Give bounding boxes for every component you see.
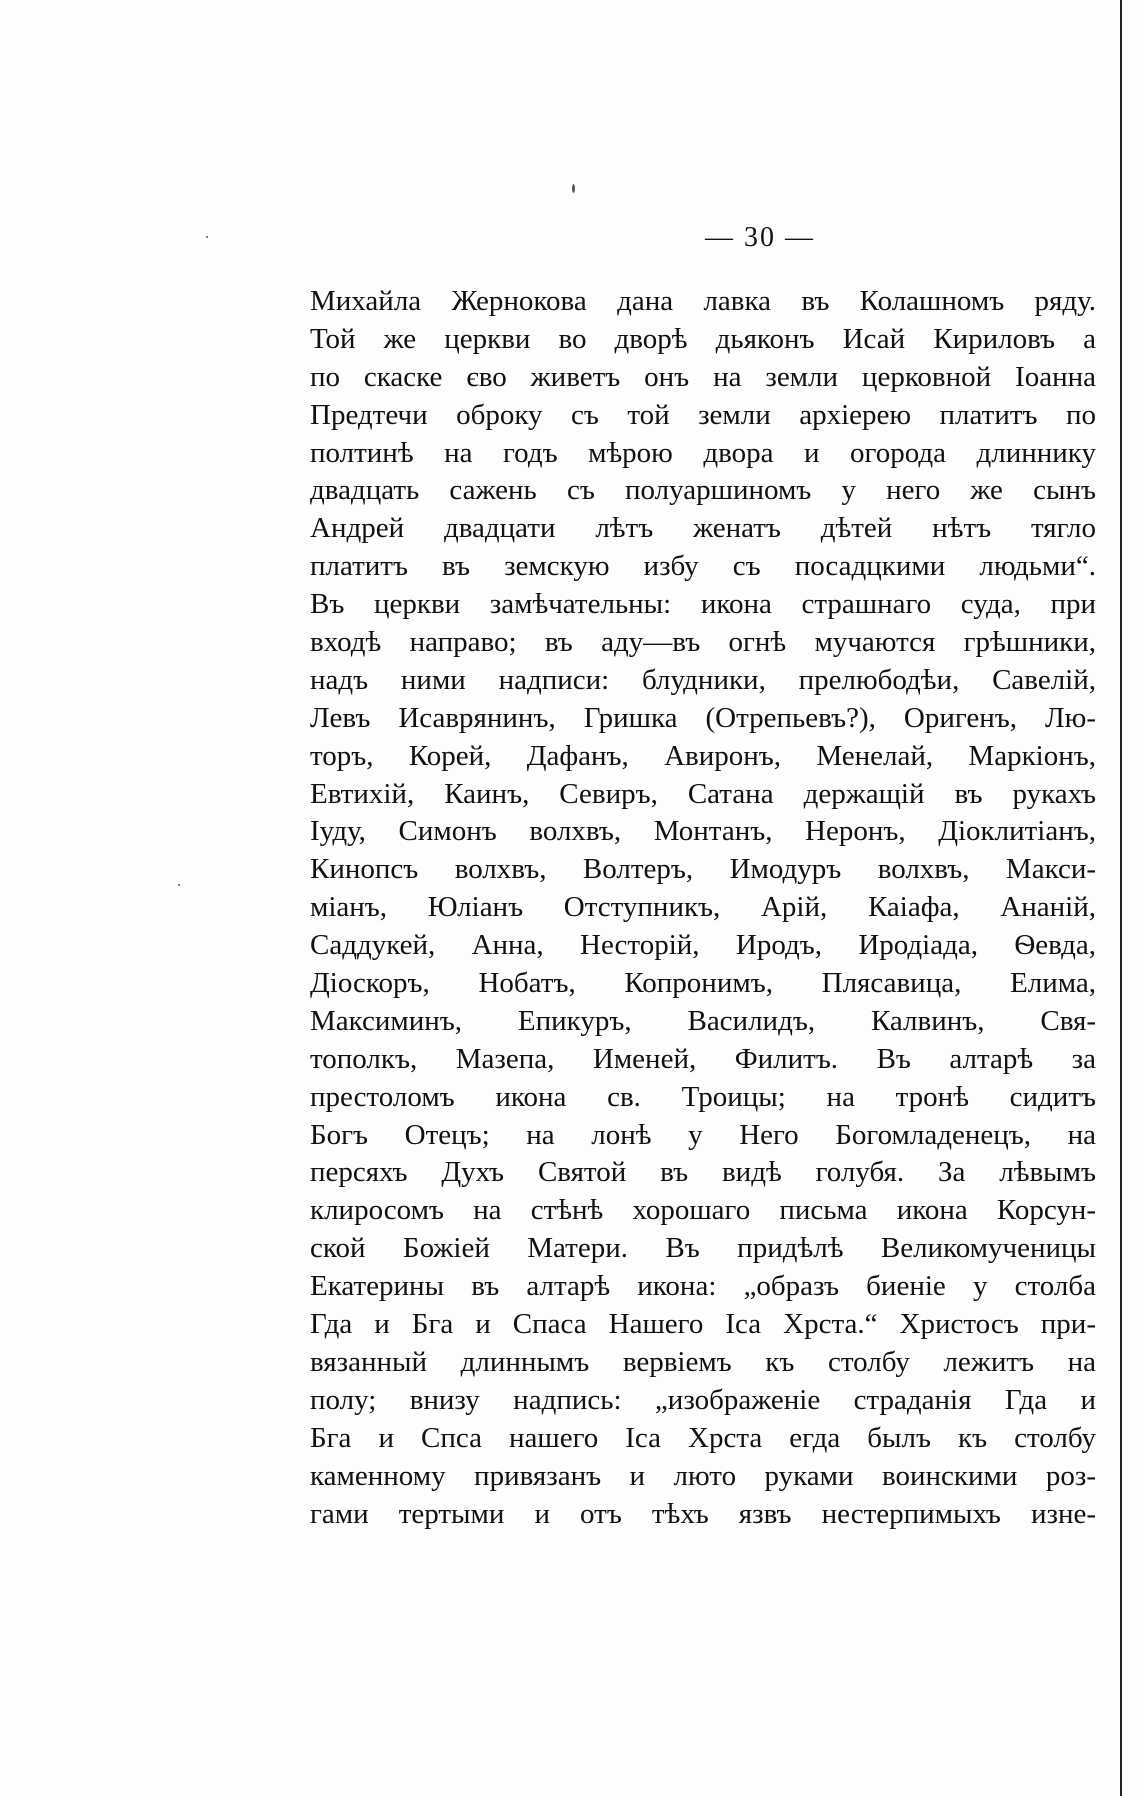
text-line: Саддукей, Анна, Несторій, Иродъ, Иродіада, Ѳевда, xyxy=(310,929,1096,962)
text-line: престоломъ икона св. Троицы; на тронѣ сидитъ xyxy=(310,1080,1096,1113)
speck xyxy=(178,884,180,886)
speck xyxy=(572,184,575,193)
text-line: Максиминъ, Епикуръ, Василидъ, Калвинъ, Свя- xyxy=(310,1004,1096,1037)
text-line: клиросомъ на стѣнѣ хорошаго письма икона Корсун- xyxy=(310,1194,1096,1227)
text-line: каменному привязанъ и люто руками воинскими роз- xyxy=(310,1459,1096,1492)
text-line: Евтихій, Каинъ, Севиръ, Сатана держащій въ рукахъ xyxy=(310,777,1096,810)
text-line: Предтечи оброку съ той земли архіерею платитъ по xyxy=(310,398,1096,431)
text-line: Въ церкви замѣчательны: икона страшнаго суда, при xyxy=(310,588,1096,621)
text-line: Гда и Бга и Спаса Нашего Іса Хрста.“ Христосъ при- xyxy=(310,1308,1096,1341)
text-line: полу; внизу надпись: „изображеніе страданія Гда и xyxy=(310,1383,1096,1416)
text-line: вязанный длиннымъ вервіемъ къ столбу лежитъ на xyxy=(310,1345,1096,1378)
text-line: ской Божіей Матери. Въ придѣлѣ Великомученицы xyxy=(310,1232,1096,1265)
text-line: полтинѣ на годъ мѣрою двора и огорода длиннику xyxy=(310,436,1096,469)
page-edge-line xyxy=(1120,0,1122,1796)
text-line: гами тертыми и отъ тѣхъ язвъ нестерпимыхъ изне- xyxy=(310,1497,1096,1530)
text-line: персяхъ Духъ Святой въ видѣ голубя. За лѣвымъ xyxy=(310,1156,1096,1189)
text-line: входѣ направо; въ аду—въ огнѣ мучаются грѣшники, xyxy=(310,626,1096,659)
body-text xyxy=(310,283,1096,1533)
text-line: Кинопсъ волхвъ, Волтеръ, Имодуръ волхвъ, Макси- xyxy=(310,853,1096,886)
text-line: Той же церкви во дворѣ дьяконъ Исай Кириловъ а xyxy=(310,322,1096,355)
text-line: по скаске єво живетъ онъ на земли церковной Іоанна xyxy=(310,360,1096,393)
text-line: Іуду, Симонъ волхвъ, Монтанъ, Неронъ, Діоклитіанъ, xyxy=(310,815,1096,848)
text-line: тополкъ, Мазепа, Именей, Филитъ. Въ алтарѣ за xyxy=(310,1042,1096,1075)
text-line: торъ, Корей, Дафанъ, Авиронъ, Менелай, Маркіонъ, xyxy=(310,739,1096,772)
text-line: двадцать сажень съ полуаршиномъ у него же сынъ xyxy=(310,474,1096,507)
text-line: Левъ Исаврянинъ, Гришка (Отрепьевъ?), Оригенъ, Лю- xyxy=(310,701,1096,734)
text-line: Богъ Отецъ; на лонѣ у Него Богомладенецъ, на xyxy=(310,1118,1096,1151)
text-line: платитъ въ земскую избу съ посадцкими людьми“. xyxy=(310,550,1096,583)
text-line: Екатерины въ алтарѣ икона: „образъ биеніе у столба xyxy=(310,1270,1096,1303)
text-line: Бга и Спса нашего Іса Хрста егда былъ къ столбу xyxy=(310,1421,1096,1454)
page-number: — 30 — xyxy=(705,222,815,253)
text-line: Михайла Жернокова дана лавка въ Колашномъ ряду. xyxy=(310,285,1096,317)
text-line: надъ ними надписи: блудники, прелюбодѣи, Савелій, xyxy=(310,663,1096,696)
text-line: міанъ, Юліанъ Отступникъ, Арій, Каіафа, Ананій, xyxy=(310,891,1096,924)
text-line: Андрей двадцати лѣтъ женатъ дѣтей нѣтъ тягло xyxy=(310,512,1096,545)
text-line: Діоскоръ, Нобатъ, Копронимъ, Плясавица, Елима, xyxy=(310,967,1096,1000)
